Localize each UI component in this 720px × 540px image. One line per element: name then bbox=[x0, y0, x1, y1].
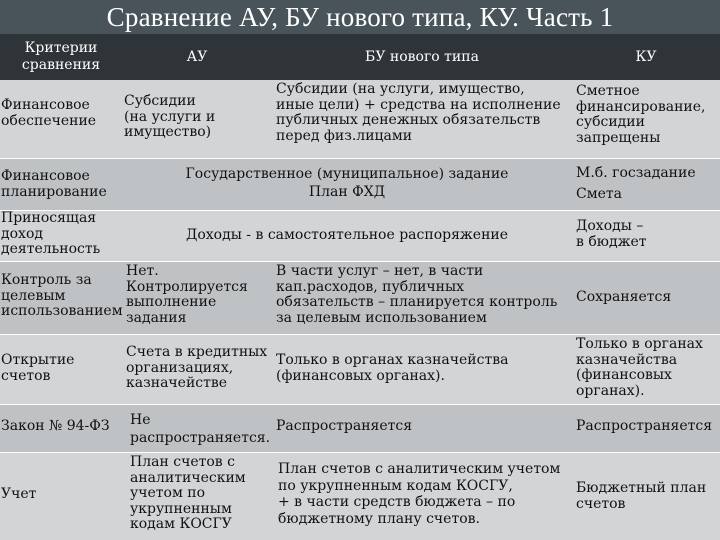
row-criterion: Приносящая доход деятельность bbox=[1, 211, 101, 257]
cell-ku: Сохраняется bbox=[576, 290, 672, 305]
cell-bu: В части услуг – нет, в части кап.расходов, публичных обязательств – планируется контроль за целевым использованием bbox=[276, 264, 558, 326]
cell-au: Не распространяется. bbox=[130, 412, 271, 446]
header-ku: КУ bbox=[635, 48, 657, 65]
cell-bu: Только в органах казначейства (финансовых органах). bbox=[276, 353, 509, 384]
header-criteria: Критерии сравнения bbox=[21, 40, 101, 73]
header-bu: БУ нового типа bbox=[365, 48, 479, 65]
table-row-income-activity bbox=[0, 211, 720, 261]
cell-bu: План счетов с аналитическим учетом по укрупненным кодам КОСГУ, + в части средств бюджета – по бюджетному плану счетов. bbox=[278, 461, 561, 527]
cell-au: План счетов с аналитическим учетом по укрупненным кодам КОСГУ bbox=[130, 455, 246, 532]
cell-au: Субсидии (на услуги и имущество) bbox=[124, 94, 216, 140]
table-row-accounting bbox=[0, 453, 720, 540]
cell-ku: М.б. госзадание Смета bbox=[576, 165, 696, 202]
cell-ku: Распространяется bbox=[576, 419, 713, 434]
cell-ku: Сметное финансирование, субсидии запрещены bbox=[576, 84, 706, 146]
slide-title: Сравнение АУ, БУ нового типа, КУ. Часть 1 bbox=[0, 0, 720, 34]
table-row-financial-planning bbox=[0, 159, 720, 210]
row-criterion: Финансовое обеспечение bbox=[1, 98, 97, 129]
row-criterion: Открытие счетов bbox=[1, 353, 75, 384]
table-header bbox=[0, 34, 720, 80]
cell-ku: Только в органах казначейства (финансовых органах). bbox=[576, 337, 703, 399]
table-row-target-control bbox=[0, 262, 720, 334]
row-criterion: Закон № 94-ФЗ bbox=[1, 419, 110, 434]
header-au: АУ bbox=[186, 48, 208, 65]
row-criterion: Учет bbox=[1, 487, 37, 502]
cell-au: Нет. Контролируется выполнение задания bbox=[126, 264, 248, 326]
cell-au-bu-merged: Доходы - в самостоятельное распоряжение bbox=[185, 228, 509, 243]
cell-bu: Распространяется bbox=[276, 419, 413, 434]
cell-ku: Бюджетный план счетов bbox=[576, 481, 707, 512]
row-criterion: Контроль за целевым использованием bbox=[1, 273, 123, 319]
cell-ku: Доходы – в бюджет bbox=[576, 219, 647, 250]
cell-au-bu-merged: Государственное (муниципальное) задание План ФХД bbox=[185, 166, 509, 200]
table-row-law-94 bbox=[0, 405, 720, 452]
table-row-account-opening bbox=[0, 335, 720, 404]
table-row-financial-support bbox=[0, 80, 720, 158]
cell-bu: Субсидии (на услуги, имущество, иные цели) + средства на исполнение публичных денежных обязательств перед физ.лицами bbox=[276, 82, 561, 144]
row-criterion: Финансовое планирование bbox=[1, 169, 107, 200]
cell-au: Счета в кредитных организациях, казначействе bbox=[126, 345, 268, 391]
